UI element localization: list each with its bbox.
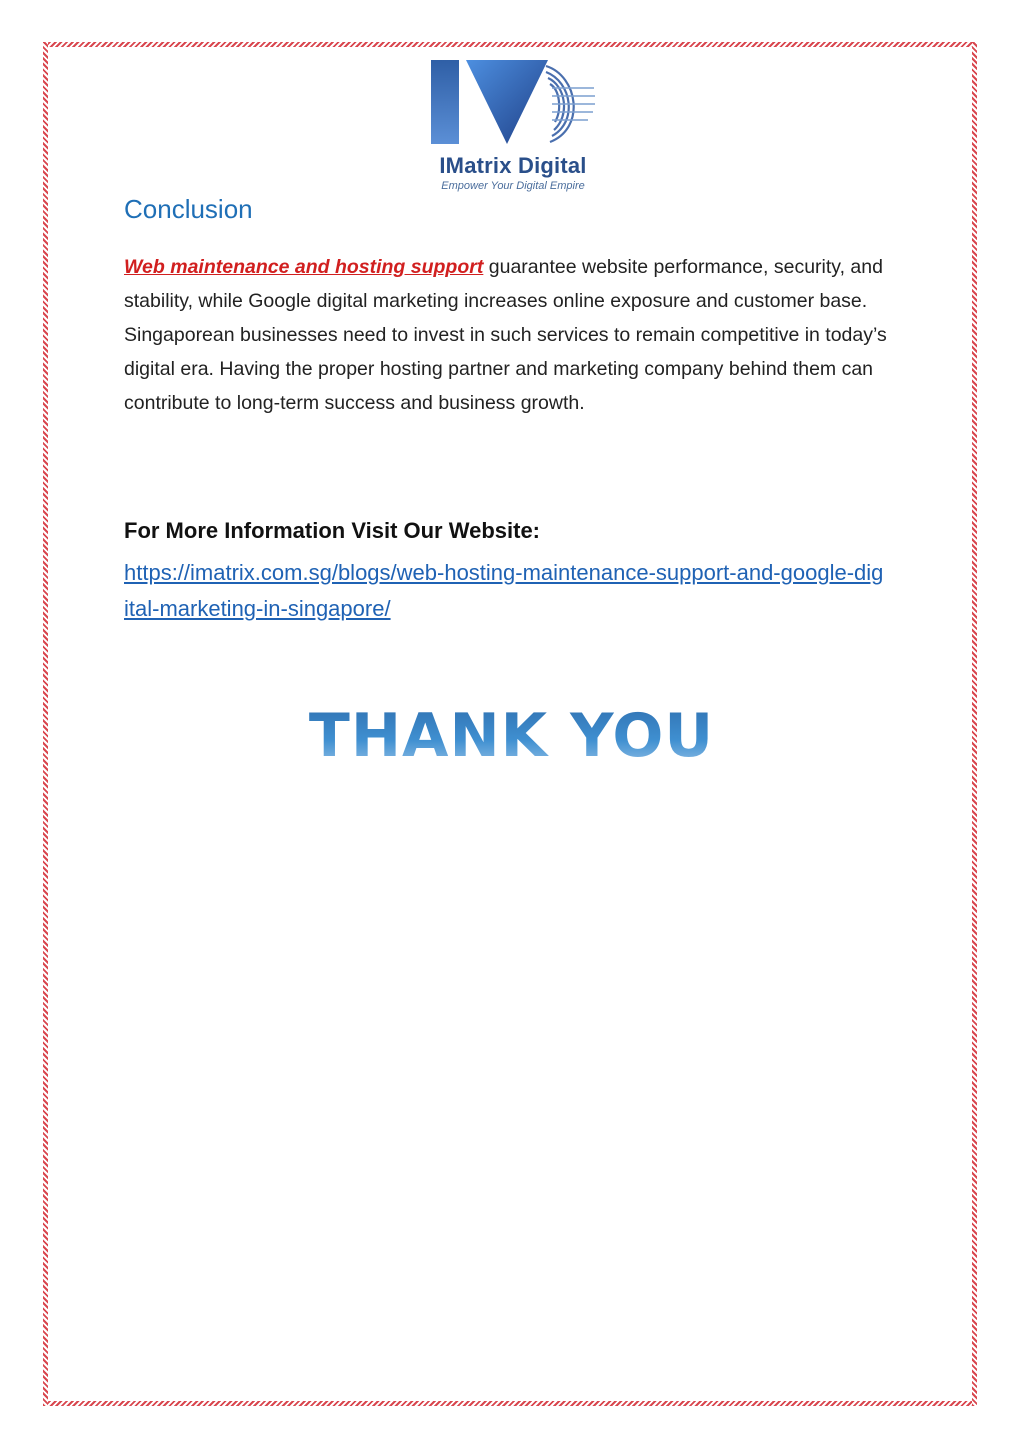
logo-mark-icon	[428, 58, 598, 150]
thank-you-banner	[0, 700, 1023, 772]
more-info-title: For More Information Visit Our Website:	[124, 518, 541, 543]
company-logo	[428, 58, 598, 198]
conclusion-heading: Conclusion	[124, 194, 253, 224]
logo-brand-name: IMatrix Digital	[439, 153, 587, 178]
website-link[interactable]: https://imatrix.com.sg/blogs/web-hosting-maintenance-support-and-google-digital-marketing-in-singapore/	[124, 560, 884, 621]
border-bottom	[43, 1401, 977, 1406]
conclusion-paragraph	[124, 250, 904, 420]
logo-tagline: Empower Your Digital Empire	[441, 180, 585, 192]
conclusion-body-text: guarantee website performance, security, and stability, while Google digital marketing increases online exposure and customer base. Singaporean businesses need to invest in such services to remain competitive in today’s digital era. Having the proper hosting partner and marketing company behind them can contribute to long-term success and business growth.	[124, 256, 887, 414]
thank-you-text: THANK YOU	[308, 701, 715, 771]
border-top	[43, 42, 977, 47]
web-maintenance-link[interactable]: Web maintenance and hosting support	[124, 256, 484, 278]
